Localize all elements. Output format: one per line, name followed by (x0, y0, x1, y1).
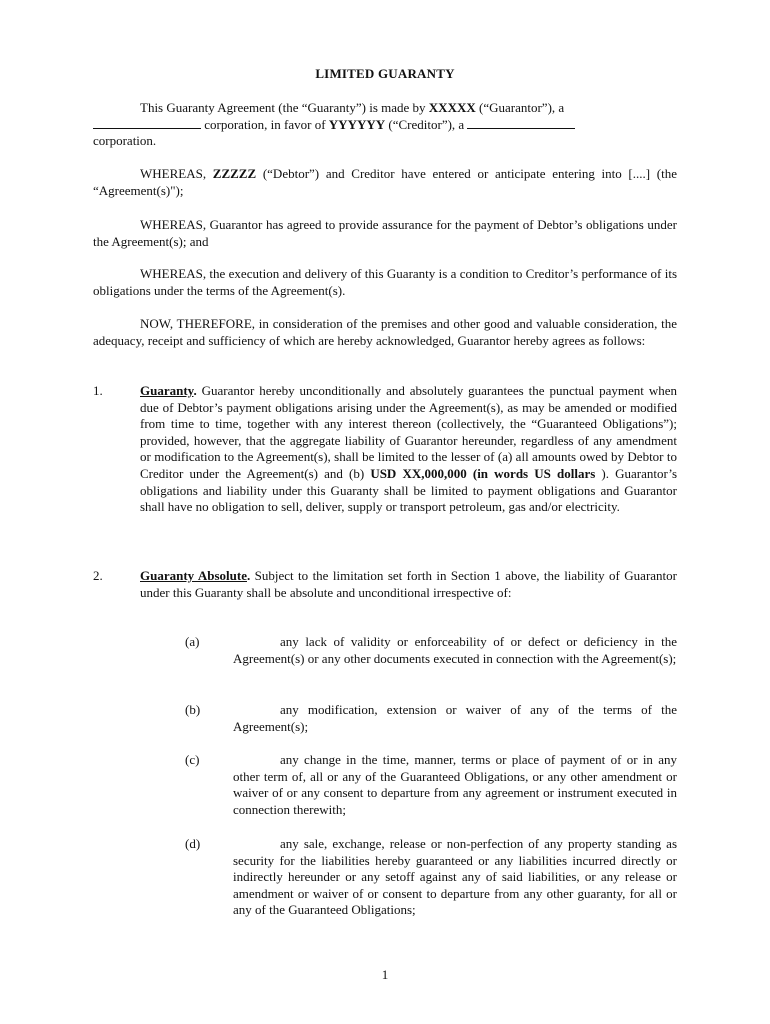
whereas-1 (93, 166, 677, 199)
section-1-heading: Guaranty (140, 383, 194, 398)
blank-line (93, 117, 201, 129)
whereas-text: WHEREAS, (140, 166, 213, 181)
page-number: 1 (381, 967, 389, 982)
intro-text: (“Guarantor”), a (475, 100, 565, 115)
item-b-text: any modification, extension or waiver of any of the terms of the Agreement(s); (233, 702, 677, 734)
blank-line (467, 117, 575, 129)
section-2-body: Guaranty Absolute. Subject to the limitation set forth in Section 1 above, the liability of Guarantor under this Guaranty shall be absolute and unconditional irrespective of: (140, 568, 677, 600)
intro-text: This Guaranty Agreement (the “Guaranty”) is made by (140, 100, 429, 115)
guaranty-amount: USD XX,000,000 (in words US dollars (370, 465, 596, 481)
section-1-number: 1. (93, 383, 103, 398)
section-2-text: Subject to the limitation set forth in Section 1 above, the liability of Guarantor under this Guaranty shall be absolute and unconditional irrespective of: (140, 568, 677, 600)
section-1-body: Guaranty. Guarantor hereby unconditionally and absolutely guarantees the punctual payment when due of Debtor’s payment obligations arising under the Agreement(s), as may be amended or modified from time to time, together with any interest thereon (collectively, the “Guaranteed Obligations”); provided, however, that the aggregate liability of Guarantor hereunder, regardless of any amendment or modification to the Agreement(s), shall be limited to the lesser of (a) all amounts owed by Debtor to Creditor under the Agreement(s) and (b) USD XX,000,000 (in words US dollars ). Guarantor’s obligations and liability under this Guaranty shall be limited to payment obligations and Guarantor shall have no obligation to sell, deliver, supply or transport petroleum, gas and/or electricity. (140, 383, 677, 515)
debtor-name: ZZZZZ (212, 166, 257, 181)
intro-text: (“Creditor”), a (385, 116, 468, 132)
intro-paragraph (93, 100, 677, 150)
item-c-text: any change in the time, manner, terms or place of payment of or in any other term of, all or any of the Guaranteed Obligations, or any other amendment or waiver of or any consent to departure from any agreement or instrument executed in connection therewith; (233, 752, 677, 817)
now-therefore-paragraph: NOW, THEREFORE, in consideration of the premises and other good and valuable consideration, the adequacy, receipt and sufficiency of which are hereby acknowledged, Guarantor hereby agrees as follows: (93, 316, 677, 348)
section-2-number: 2. (93, 568, 103, 583)
whereas-2: WHEREAS, Guarantor has agreed to provide assurance for the payment of Debtor’s obligations under the Agreement(s); and (93, 217, 677, 249)
item-d-label: (d) (185, 836, 201, 851)
whereas-text: (“Debtor”) and Creditor have entered or anticipate entering into [....] (the “Agreement(s)"); (93, 166, 677, 198)
item-c-label: (c) (185, 752, 200, 767)
section-1-text: ). Guarantor’s obligations and liability under this Guaranty shall be limited to payment obligations and Guarantor shall have no obligation to sell, deliver, supply or transport petroleum, gas and/or electricity. (140, 465, 677, 515)
item-a-text: any lack of validity or enforceability of or defect or deficiency in the Agreement(s) or any other documents executed in connection with the Agreement(s); (233, 634, 677, 666)
document-title: LIMITED GUARANTY (315, 66, 455, 81)
section-1-text: Guarantor hereby unconditionally and absolutely guarantees the punctual payment when due of Debtor’s payment obligations arising under the Agreement(s), as may be amended or modified from time to time, together with any interest thereon (collectively, the “Guaranteed Obligations”); provided, however, that the aggregate liability of Guarantor hereunder, regardless of any amendment or modification to the Agreement(s), shall be limited to the lesser of (a) all amounts owed by Debtor to Creditor under the Agreement(s) and (b) (140, 383, 677, 481)
item-a-label: (a) (185, 634, 200, 649)
section-2-heading: Guaranty Absolute (140, 568, 247, 583)
guarantor-name: XXXXX (428, 100, 476, 115)
item-d-text: any sale, exchange, release or non-perfection of any property standing as security for the liabilities hereby guaranteed or any liabilities incurred directly or indirectly hereunder or any setoff against any of said liabilities, or any release or amendment or waiver of or consent to departure from any other guaranty, for all or any of the Guaranteed Obligations; (233, 836, 677, 918)
whereas-3: WHEREAS, the execution and delivery of this Guaranty is a condition to Creditor’s performance of its obligations under the terms of the Agreement(s). (93, 266, 677, 298)
intro-text: corporation, in favor of (201, 116, 329, 132)
creditor-name: YYYYYY (328, 116, 386, 132)
item-b-label: (b) (185, 702, 201, 717)
intro-text: corporation. (93, 133, 157, 149)
